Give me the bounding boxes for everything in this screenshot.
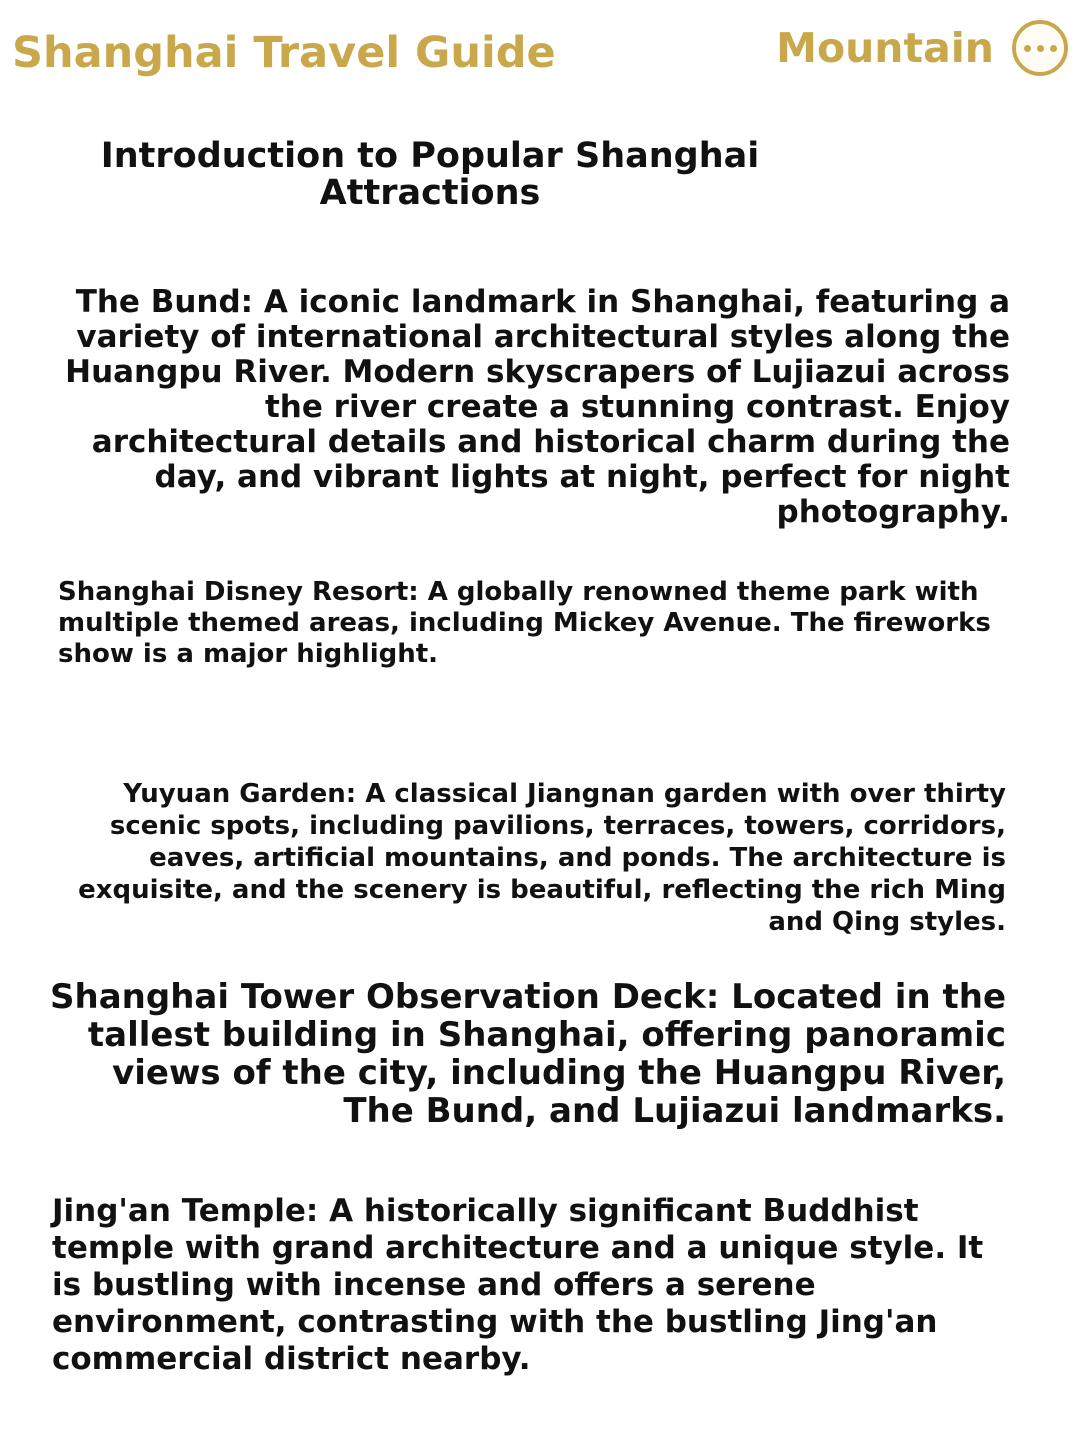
attraction-yuyuan-garden: Yuyuan Garden: A classical Jiangnan garden with over thirty scenic spots, including pavilions, terraces, towers, corridors, eaves, artificial mountains, and ponds. The architecture is exquisite, and the scenery is beautiful, reflecting the rich Ming and Qing styles. [78,779,1006,937]
author-name[interactable]: Mountain [776,24,994,72]
attraction-jingan-temple: Jing'an Temple: A historically significant Buddhist temple with grand architecture and a unique style. It is bustling with incense and offers a serene environment, contrasting with the bustling Jing'an commercial district nearby. [52,1193,984,1377]
section-heading: Introduction to Popular Shanghai Attractions [100,136,760,213]
more-dots-icon [1037,45,1044,52]
attraction-disney: Shanghai Disney Resort: A globally renowned theme park with multiple themed areas, including Mickey Avenue. The fireworks show is a major highlight. [58,577,991,669]
page-title: Shanghai Travel Guide [12,28,556,78]
more-options-button[interactable] [1012,20,1068,76]
more-dots-icon [1024,45,1031,52]
attraction-bund: The Bund: A iconic landmark in Shanghai, featuring a variety of international architectural styles along the Huangpu River. Modern skyscrapers of Lujiazui across the river create a stunning contrast. Enjoy architectural details and historical charm during the day, and vibrant lights at night, perfect for night photography. [65,284,1010,530]
attraction-shanghai-tower: Shanghai Tower Observation Deck: Located in the tallest building in Shanghai, offering panoramic views of the city, including the Huangpu River, The Bund, and Lujiazui landmarks. [50,977,1006,1131]
header-author-area [776,20,1068,76]
more-dots-icon [1050,45,1057,52]
